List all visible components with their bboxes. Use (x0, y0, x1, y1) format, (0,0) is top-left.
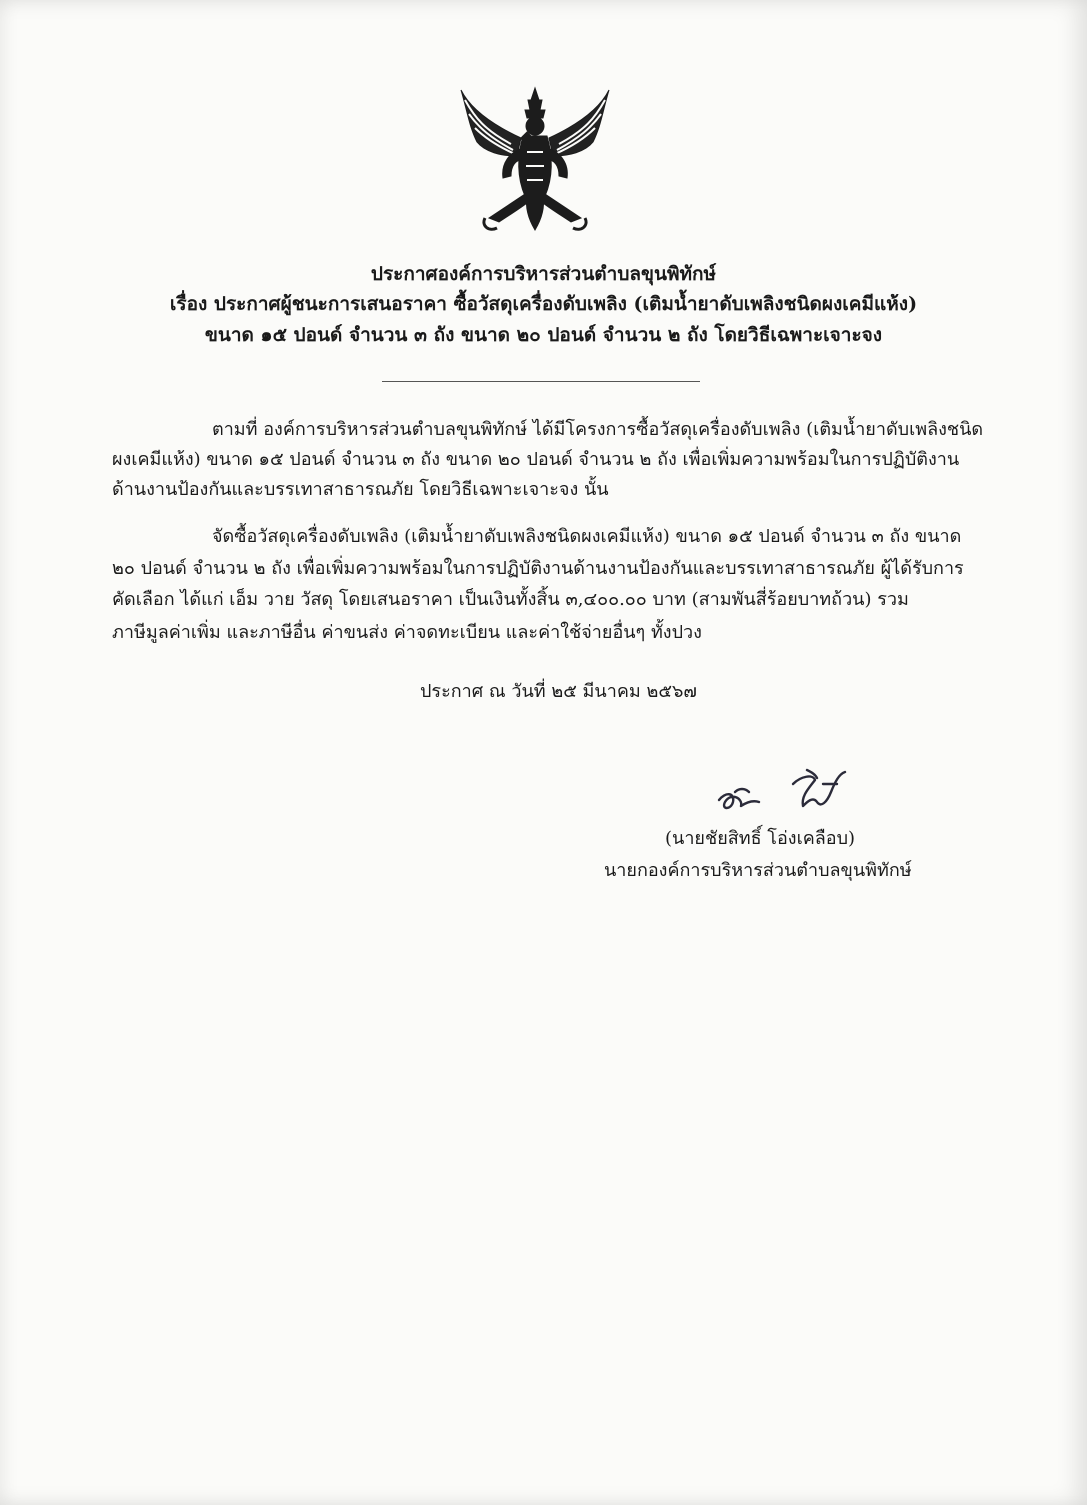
garuda-emblem-icon (455, 86, 615, 236)
signatory-name: (นายชัยสิทธิ์ โอ่งเคลือบ) (665, 828, 856, 849)
announcement-subject: เรื่อง ประกาศผู้ชนะการเสนอราคา ซื้อวัสดุเครื่องดับเพลิง (เติมน้ำยาดับเพลิงชนิดผงเคมีแห้ง) (169, 293, 918, 315)
paragraph2-line3: คัดเลือก ได้แก่ เอ็ม วาย วัสดุ โดยเสนอราคา เป็นเงินทั้งสิ้น ๓,๔๐๐.๐๐ บาท (สามพันสี่ร้อยบาทถ้วน) รวม (112, 589, 909, 610)
paragraph1-line1: ตามที่ องค์การบริหารส่วนตำบลขุนพิทักษ์ ได้มีโครงการซื้อวัสดุเครื่องดับเพลิง (เติมน้ำยาดับเพลิงชนิด (212, 419, 984, 440)
paragraph2-line1: จัดซื้อวัสดุเครื่องดับเพลิง (เติมน้ำยาดับเพลิงชนิดผงเคมีแห้ง) ขนาด ๑๕ ปอนด์ จำนวน ๓ ถัง ขนาด (212, 526, 962, 547)
paragraph2-line2: ๒๐ ปอนด์ จำนวน ๒ ถัง เพื่อเพิ่มความพร้อมในการปฏิบัติงานด้านงานป้องกันและบรรเทาสาธารณภัย ผู้ได้รับการ (112, 558, 964, 579)
announcement-title: ประกาศองค์การบริหารส่วนตำบลขุนพิทักษ์ (370, 263, 717, 285)
signatory-position: นายกองค์การบริหารส่วนตำบลขุนพิทักษ์ (604, 860, 912, 881)
announcement-date: ประกาศ ณ วันที่ ๒๕ มีนาคม ๒๕๖๗ (420, 681, 697, 702)
announcement-subject-detail: ขนาด ๑๕ ปอนด์ จำนวน ๓ ถัง ขนาด ๒๐ ปอนด์ จำนวน ๒ ถัง โดยวิธีเฉพาะเจาะจง (204, 324, 883, 346)
paragraph1-line3: ด้านงานป้องกันและบรรเทาสาธารณภัย โดยวิธีเฉพาะเจาะจง นั้น (112, 479, 609, 500)
header-divider (382, 381, 700, 382)
paragraph2-line4: ภาษีมูลค่าเพิ่ม และภาษีอื่น ค่าขนส่ง ค่าจดทะเบียน และค่าใช้จ่ายอื่นๆ ทั้งปวง (112, 622, 702, 643)
handwritten-signature (705, 762, 865, 822)
paragraph1-line2: ผงเคมีแห้ง) ขนาด ๑๕ ปอนด์ จำนวน ๓ ถัง ขนาด ๒๐ ปอนด์ จำนวน ๒ ถัง เพื่อเพิ่มความพร้อมในการปฏิบัติงาน (112, 449, 960, 470)
